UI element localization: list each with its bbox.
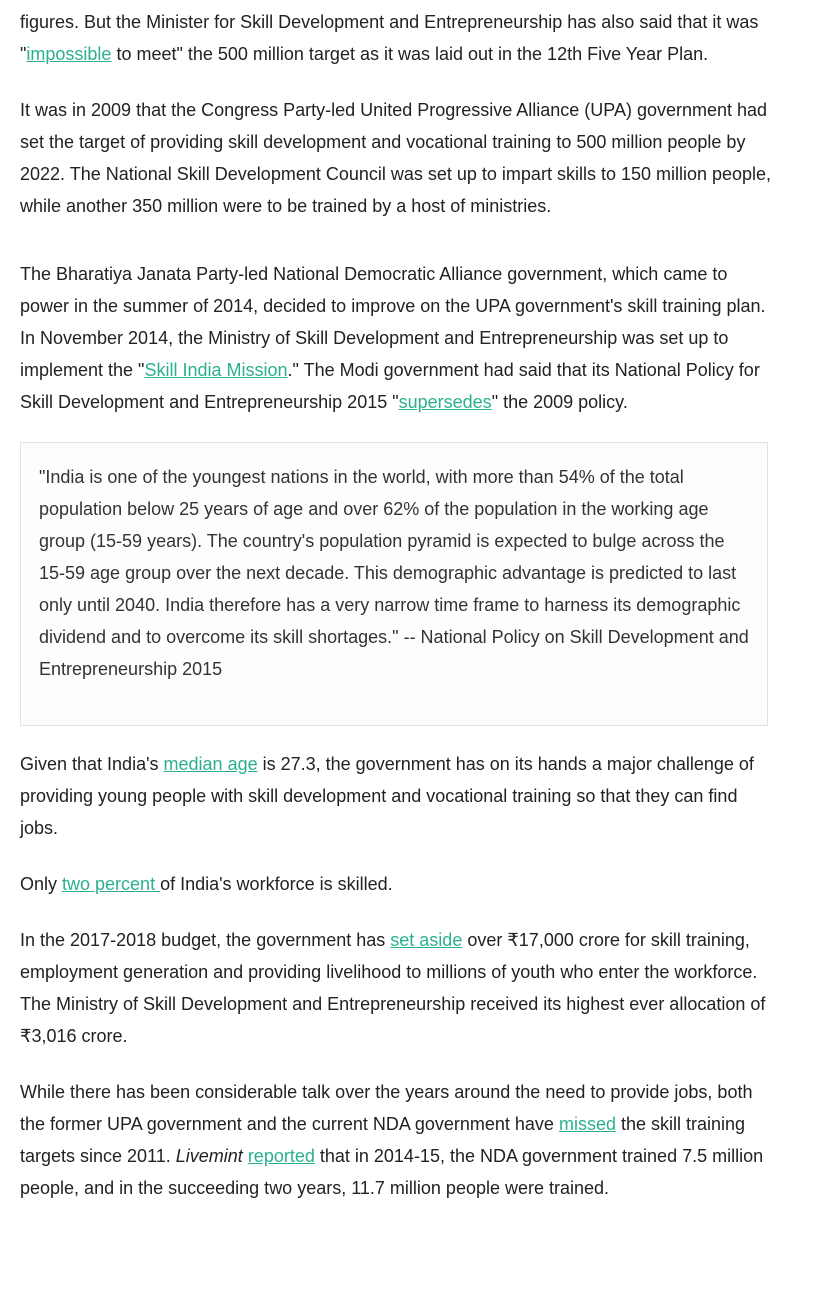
- text-span: the skill training targets since 2011.: [20, 1114, 746, 1166]
- paragraph-skill-target: [20, 6, 780, 70]
- text-span: figures. But the Minister for Skill Development and Entrepreneurship has also said that it was ": [20, 12, 759, 64]
- link-two-percent[interactable]: two percent: [62, 874, 161, 894]
- text-span: The Bharatiya Janata Party-led National Democratic Alliance government, which came to power in the summer of 2014, decided to improve on the UPA government's skill training plan. In November 2014, the Ministry of Skill Development and Entrepreneurship was set up to implement the ": [20, 264, 766, 380]
- link-median-age[interactable]: median age: [163, 754, 258, 774]
- link-skill-india-mission[interactable]: Skill India Mission: [144, 360, 288, 380]
- link-impossible[interactable]: impossible: [26, 44, 112, 64]
- link-supersedes[interactable]: supersedes: [398, 392, 492, 412]
- paragraph-budget: [20, 924, 780, 1052]
- text-span: that in 2014-15, the NDA government trained 7.5 million people, and in the succeeding two years, 11.7 million people were trained.: [20, 1146, 764, 1198]
- paragraph-upa-2009: It was in 2009 that the Congress Party-led United Progressive Alliance (UPA) government had set the target of providing skill development and vocational training to 500 million people by 2022. The National Skill Development Council was set up to impart skills to 150 million people, while another 350 million were to be trained by a host of ministries.: [20, 100, 772, 216]
- text-span: " the 2009 policy.: [491, 392, 628, 412]
- link-missed[interactable]: missed: [558, 1114, 616, 1134]
- text-span: to meet" the 500 million target as it was laid out in the 12th Five Year Plan.: [111, 44, 709, 64]
- text-span: is 27.3, the government has on its hands a major challenge of providing young people with skill development and vocational training so that they can find jobs.: [20, 754, 754, 838]
- text-span: over ₹17,000 crore for skill training, employment generation and providing livelihood to millions of youth who enter the workforce. The Ministry of Skill Development and Entrepreneurship received its highest ever allocation of ₹3,016 crore.: [20, 930, 766, 1046]
- article-body: [20, 6, 780, 1204]
- text-span: In the 2017-2018 budget, the government has: [20, 930, 391, 950]
- paragraph-median-age: [20, 748, 780, 844]
- text-span: Given that India's: [20, 754, 164, 774]
- publication-name: Livemint: [175, 1146, 243, 1166]
- text-span: Only: [20, 874, 63, 894]
- link-reported[interactable]: reported: [247, 1146, 315, 1166]
- paragraph-skilled-workforce: [20, 868, 780, 900]
- paragraph-nda-2014: [20, 258, 780, 418]
- paragraph-missed-targets: [20, 1076, 780, 1204]
- link-set-aside[interactable]: set aside: [390, 930, 463, 950]
- text-span: of India's workforce is skilled.: [160, 874, 393, 894]
- text-span: ." The Modi government had said that its National Policy for Skill Development and Entrepreneurship 2015 ": [20, 360, 760, 412]
- blockquote-text: "India is one of the youngest nations in the world, with more than 54% of the total population below 25 years of age and over 62% of the population in the working age group (15-59 years). The country's population pyramid is expected to bulge across the 15-59 age group over the next decade. This demographic advantage is predicted to last only until 2040. India therefore has a very narrow time frame to harness its demographic dividend and to overcome its skill shortages." -- National Policy on Skill Development and Entrepreneurship 2015: [39, 467, 749, 679]
- text-span: While there has been considerable talk over the years around the need to provide jobs, both the former UPA government and the current NDA government have: [20, 1082, 753, 1134]
- policy-blockquote: [20, 442, 768, 726]
